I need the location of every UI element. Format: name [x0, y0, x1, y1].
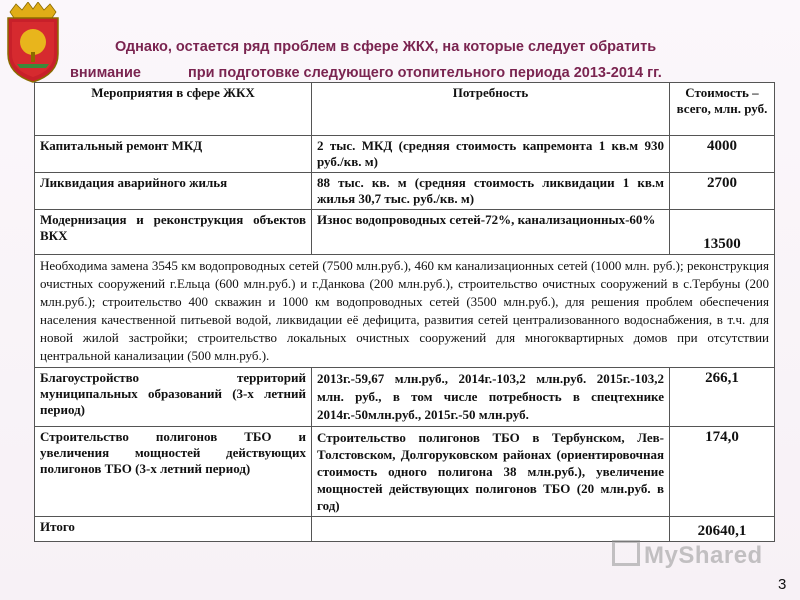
water-network-note: Необходима замена 3545 км водопроводных сетей (7500 млн.руб.), 460 км канализационных сетей (1000 млн. руб.); реконструкция очистных сооружений г.Ельца (600 млн.руб.) и г.Данкова (200 млн.руб.), строительство очистных сооружений в с.Тербуны (200 млн.руб.); строительство 400 скважин и 1000 км водопроводных сетей (3500 млн.руб.), для решения проблем обеспечения населения качественной питьевой водой, ликвидации её дефицита, развития сетей централизованного водоснабжения, в т.ч. для новой жилой застройки; строительство локальных очистных сооружений для многоквартирных домов при отсутствии центральной канализации (500 млн.руб.). [35, 255, 775, 368]
total-label: Итого [35, 517, 312, 542]
row-cost: 2700 [670, 173, 775, 210]
table-total-row [35, 517, 775, 542]
row-cost: 13500 [670, 210, 775, 255]
table-row [35, 173, 775, 210]
table-row [35, 210, 775, 255]
row-name: Строительство полигонов ТБО и увеличения мощностей действующих полигонов ТБО (3-х летний период) [35, 427, 312, 517]
watermark-logo [612, 540, 763, 570]
heading-line-1: Однако, остается ряд проблем в сфере ЖКХ, на которые следует обратить [115, 39, 657, 55]
watermark-icon [612, 540, 640, 566]
row-cost: 266,1 [670, 368, 775, 427]
slide-heading [70, 34, 750, 86]
housing-table-container [34, 82, 774, 542]
row-name: Ликвидация аварийного жилья [35, 173, 312, 210]
row-cost: 4000 [670, 136, 775, 173]
table-row [35, 427, 775, 517]
housing-problems-table [34, 82, 775, 542]
heading-line-2-start: внимание [70, 65, 141, 81]
header-measures: Мероприятия в сфере ЖКХ [35, 83, 312, 136]
page-number: 3 [778, 576, 787, 593]
header-need: Потребность [312, 83, 670, 136]
table-row [35, 136, 775, 173]
row-need: 2013г.-59,67 млн.руб., 2014г.-103,2 млн.руб. 2015г.-103,2 млн. руб., в том числе потребность в спецтехнике 2014г.-50млн.руб., 2015г.-50 млн.руб. [312, 368, 670, 427]
row-need: Строительство полигонов ТБО в Тербунском, Лев-Толстовском, Долгоруковском районах (ориентировочная стоимость одного полигона 38 млн.руб.), увеличение мощностей действующих полигонов ТБО (20 млн.руб. в год) [312, 427, 670, 517]
total-empty [312, 517, 670, 542]
row-name: Модернизация и реконструкция объектов ВКХ [35, 210, 312, 255]
row-need: 2 тыс. МКД (средняя стоимость капремонта 1 кв.м 930 руб./кв. м) [312, 136, 670, 173]
row-need: Износ водопроводных сетей-72%, канализационных-60% [312, 210, 670, 255]
table-note-row [35, 255, 775, 368]
watermark-text: MyShared [644, 542, 763, 569]
table-row [35, 368, 775, 427]
heading-line-2-end: при подготовке следующего отопительного периода 2013-2014 гг. [188, 65, 662, 81]
row-name: Благоустройство территорий муниципальных образований (3-х летний период) [35, 368, 312, 427]
row-need: 88 тыс. кв. м (средняя стоимость ликвидации 1 кв.м жилья 30,7 тыс. руб./кв. м) [312, 173, 670, 210]
coat-of-arms-emblem [2, 2, 64, 84]
row-name: Капитальный ремонт МКД [35, 136, 312, 173]
header-cost: Стоимость – всего, млн. руб. [670, 83, 775, 136]
table-header-row [35, 83, 775, 136]
row-cost: 174,0 [670, 427, 775, 517]
total-cost: 20640,1 [670, 517, 775, 542]
